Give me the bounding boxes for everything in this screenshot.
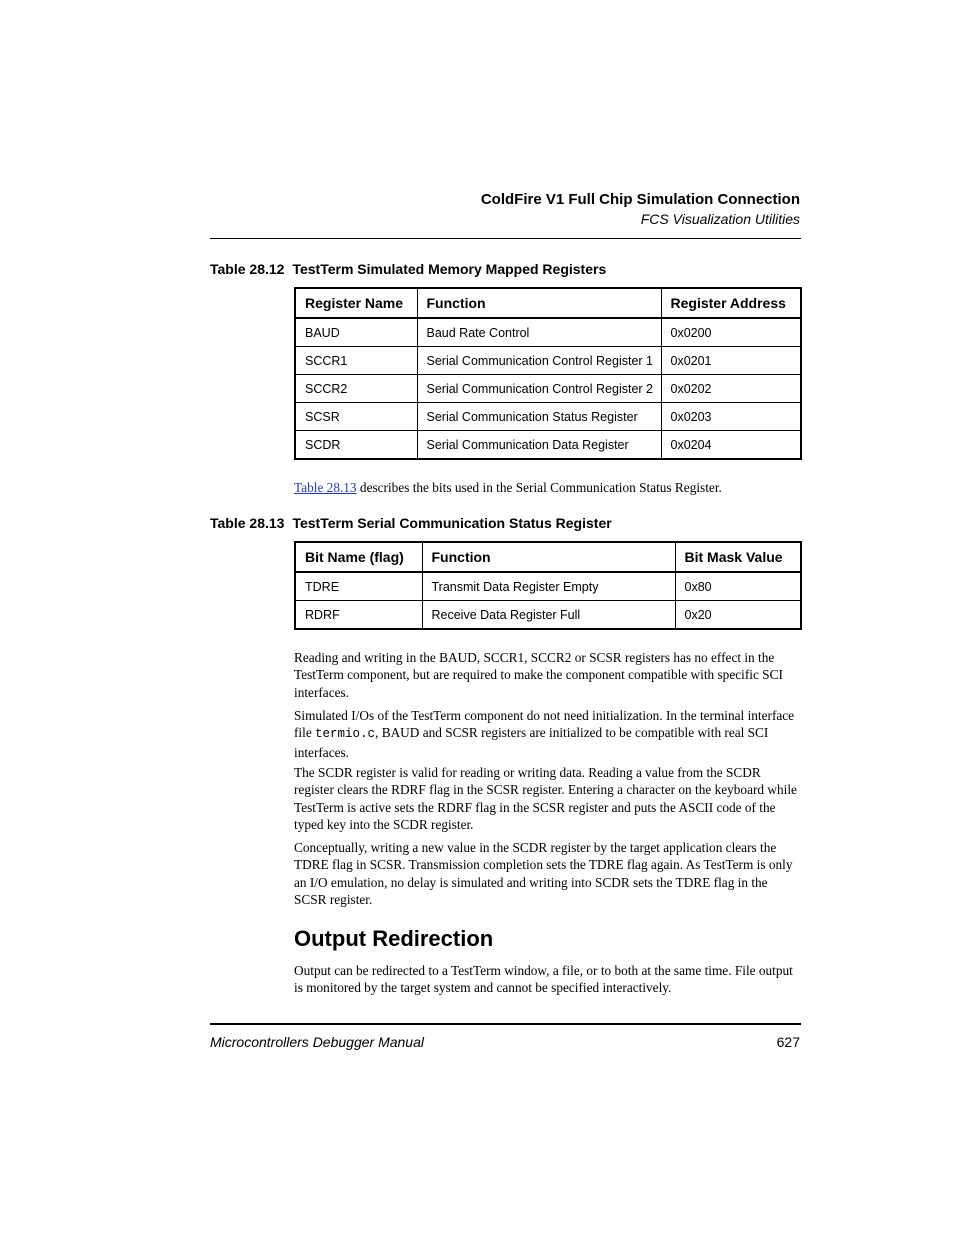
register-table [294, 287, 802, 460]
footer-manual-title: Microcontrollers Debugger Manual [210, 1034, 424, 1050]
body-paragraph-3: The SCDR register is valid for reading or writing data. Reading a value from the SCDR register clears the RDRF flag in the SCSR register. Entering a character on the keyboard while TestTerm is active sets the RDRF flag in the SCSR register and puts the ASCII code of the typed key into the SCDR register. [294, 765, 797, 833]
table-cell: 0x0201 [661, 347, 801, 375]
column-header: Bit Name (flag) [295, 542, 422, 572]
table1-caption-label: Table 28.12 [210, 261, 285, 277]
table-header-row [295, 542, 801, 572]
table-header-row [295, 288, 801, 318]
page-header-subtitle: FCS Visualization Utilities [640, 211, 800, 227]
table-cell: SCDR [295, 431, 417, 460]
body-paragraph-1: Reading and writing in the BAUD, SCCR1, SCCR2 or SCSR registers has no effect in the TestTerm component, but are required to make the component compatible with specific SCI interfaces. [294, 650, 783, 700]
table-cell: RDRF [295, 601, 422, 630]
code-filename: termio.c [315, 727, 376, 742]
table-row [295, 572, 801, 601]
table-row [295, 601, 801, 630]
table2-caption-label: Table 28.13 [210, 515, 285, 531]
table-cell: TDRE [295, 572, 422, 601]
table-cell: Serial Communication Control Register 1 [417, 347, 661, 375]
table-row [295, 318, 801, 347]
page-number: 627 [776, 1034, 800, 1050]
table-cell: Serial Communication Data Register [417, 431, 661, 460]
paragraph-text: Simulated I/Os of the TestTerm component do not need initialization. In the terminal interface file [294, 708, 795, 741]
column-header: Function [422, 542, 675, 572]
header-rule [210, 238, 801, 239]
column-header: Bit Mask Value [675, 542, 801, 572]
table-cell: Receive Data Register Full [422, 601, 675, 630]
column-header: Register Name [295, 288, 417, 318]
paragraph-text: , BAUD and SCSR registers are initialized to be compatible with real SCI interfaces. [294, 725, 769, 760]
table-cell: 0x80 [675, 572, 801, 601]
table-cell: 0x0203 [661, 403, 801, 431]
table-row [295, 375, 801, 403]
status-register-table [294, 541, 802, 630]
table-cell: 0x0200 [661, 318, 801, 347]
table-28-13-link[interactable]: Table 28.13 [294, 480, 357, 495]
table-cell: Transmit Data Register Empty [422, 572, 675, 601]
table-cell: 0x0202 [661, 375, 801, 403]
body-paragraph-5: Output can be redirected to a TestTerm window, a file, or to both at the same time. File output is monitored by the target system and cannot be specified interactively. [294, 963, 793, 996]
page-header-title: ColdFire V1 Full Chip Simulation Connection [480, 191, 800, 208]
table-cell: Serial Communication Control Register 2 [417, 375, 661, 403]
table-row [295, 431, 801, 460]
table-cell: BAUD [295, 318, 417, 347]
column-header: Register Address [661, 288, 801, 318]
table-cell: 0x20 [675, 601, 801, 630]
table2-caption [210, 515, 612, 531]
table-cell: Baud Rate Control [417, 318, 661, 347]
table-cell: 0x0204 [661, 431, 801, 460]
body-paragraph-4: Conceptually, writing a new value in the SCDR register by the target application clears the TDRE flag in SCSR. Transmission completion sets the TDRE flag again. As TestTerm is only an I/O emulation, no delay is simulated and writing into SCDR sets the TDRE flag in the SCSR register. [294, 840, 793, 908]
intro-paragraph [294, 479, 800, 496]
section-heading: Output Redirection [294, 926, 494, 951]
body-paragraph-2 [294, 707, 800, 761]
table1-caption [210, 261, 606, 277]
table2-caption-title: TestTerm Serial Communication Status Register [292, 515, 612, 531]
table-cell: SCCR2 [295, 375, 417, 403]
column-header: Function [417, 288, 661, 318]
intro-text: describes the bits used in the Serial Communication Status Register. [356, 480, 722, 495]
footer-rule [210, 1023, 801, 1025]
table-cell: Serial Communication Status Register [417, 403, 661, 431]
table1-caption-title: TestTerm Simulated Memory Mapped Registers [292, 261, 607, 277]
table-cell: SCCR1 [295, 347, 417, 375]
table-cell: SCSR [295, 403, 417, 431]
table-row [295, 347, 801, 375]
table-row [295, 403, 801, 431]
